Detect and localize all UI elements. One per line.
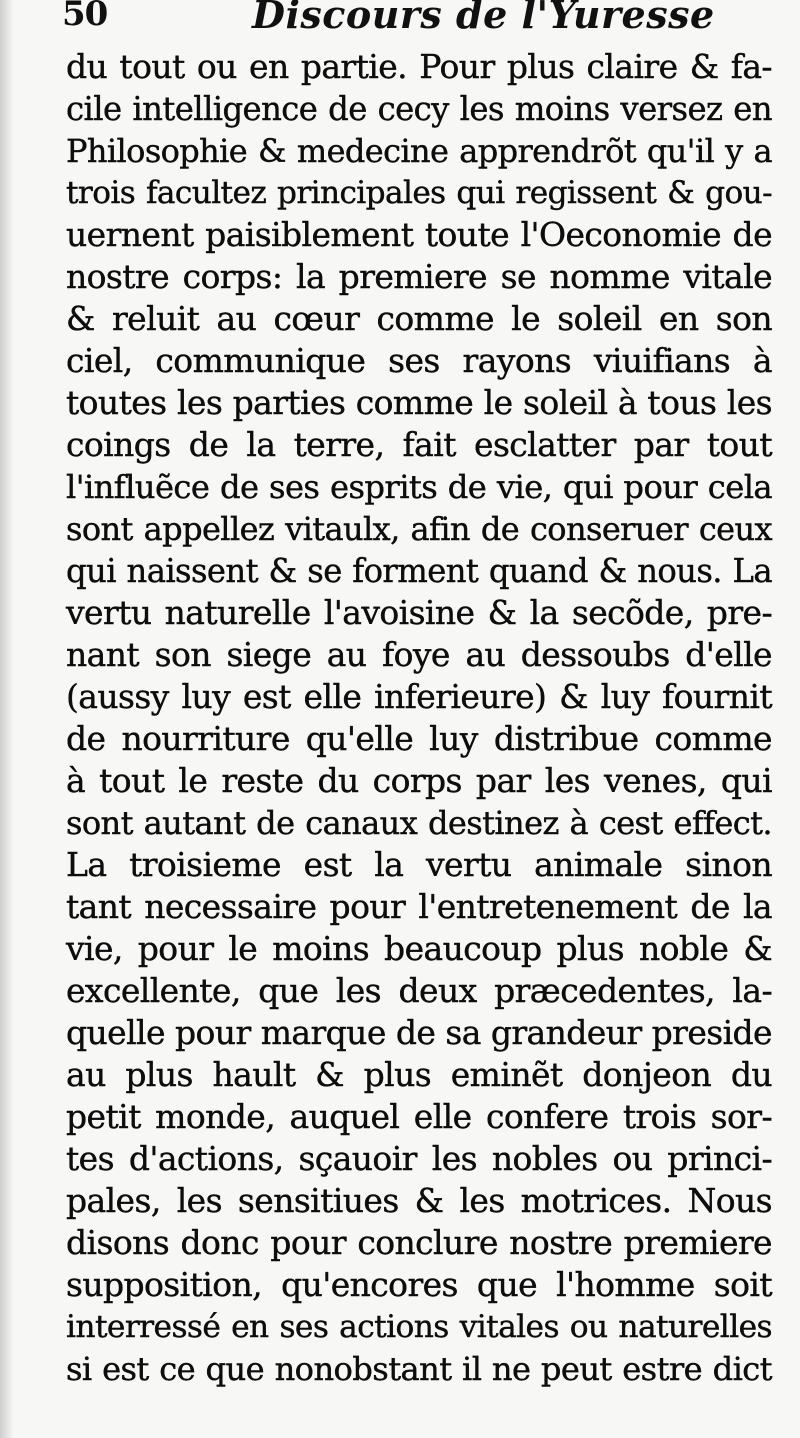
text-line: supposition, qu'encores que l'homme soit [66,1265,772,1304]
text-line: cile intelligence de cecy les moins versez en [66,90,772,128]
text-line: du tout ou en partie. Pour plus claire & fa- [66,47,772,86]
running-title: Discours de l'Yuresse [252,0,715,37]
text-line: vertu naturelle l'avoisine & la secõde, pre- [66,593,772,632]
text-line: excellente, que les deux præcedentes, la- [66,971,772,1010]
text-line: La troisieme est la vertu animale sinon [66,845,772,884]
page-number: 50 [62,0,108,34]
text-line: à tout le reste du corps par les venes, qui [66,761,772,800]
text-line: (aussy luy est elle inferieure) & luy fournit [66,677,772,716]
text-line: uernent paisiblement toute l'Oeconomie de [66,215,772,254]
text-line: petit monde, auquel elle confere trois sor- [66,1097,772,1136]
text-line: qui naissent & se forment quand & nous. La [66,552,772,590]
text-line: pales, les sensitiues & les motrices. Nous [66,1181,772,1220]
text-line: tes d'actions, sçauoir les nobles ou princi- [66,1139,772,1178]
text-line: au plus hault & plus eminẽt donjeon du [66,1055,772,1094]
page-header [62,0,762,48]
text-line: & reluit au cœur comme le soleil en son [66,299,772,338]
text-line: ciel, communique ses rayons viuifians à [66,341,772,380]
text-line: de nourriture qu'elle luy distribue comme [66,719,772,758]
text-line: si est ce que nonobstant il ne peut estre dict [66,1350,772,1388]
body-text [66,46,772,1390]
text-line: vie, pour le moins beaucoup plus noble & [66,929,772,968]
text-line: toutes les parties comme le soleil à tous les [66,383,772,422]
text-line: nostre corps: la premiere se nomme vitale [66,257,772,296]
text-line: nant son siege au foye au dessoubs d'elle [66,635,772,674]
text-line: quelle pour marque de sa grandeur preside [66,1013,772,1052]
text-line: l'influẽce de ses esprits de vie, qui pour cela [66,468,772,506]
text-line: coings de la terre, fait esclatter par tout [66,425,772,464]
text-line: Philosophie & medecine apprendrõt qu'il y a [66,132,772,170]
text-line: disons donc pour conclure nostre premiere [66,1223,772,1262]
text-line: tant necessaire pour l'entretenement de la [66,887,772,926]
text-line: interressé en ses actions vitales ou naturelles [66,1309,772,1345]
page-gutter-shadow [0,0,14,1438]
text-line: sont appellez vitaulx, afin de conseruer ceux [66,510,772,548]
text-line: sont autant de canaux destinez à cest effect. [66,804,772,842]
text-line: trois facultez principales qui regissent & gou- [66,175,772,211]
